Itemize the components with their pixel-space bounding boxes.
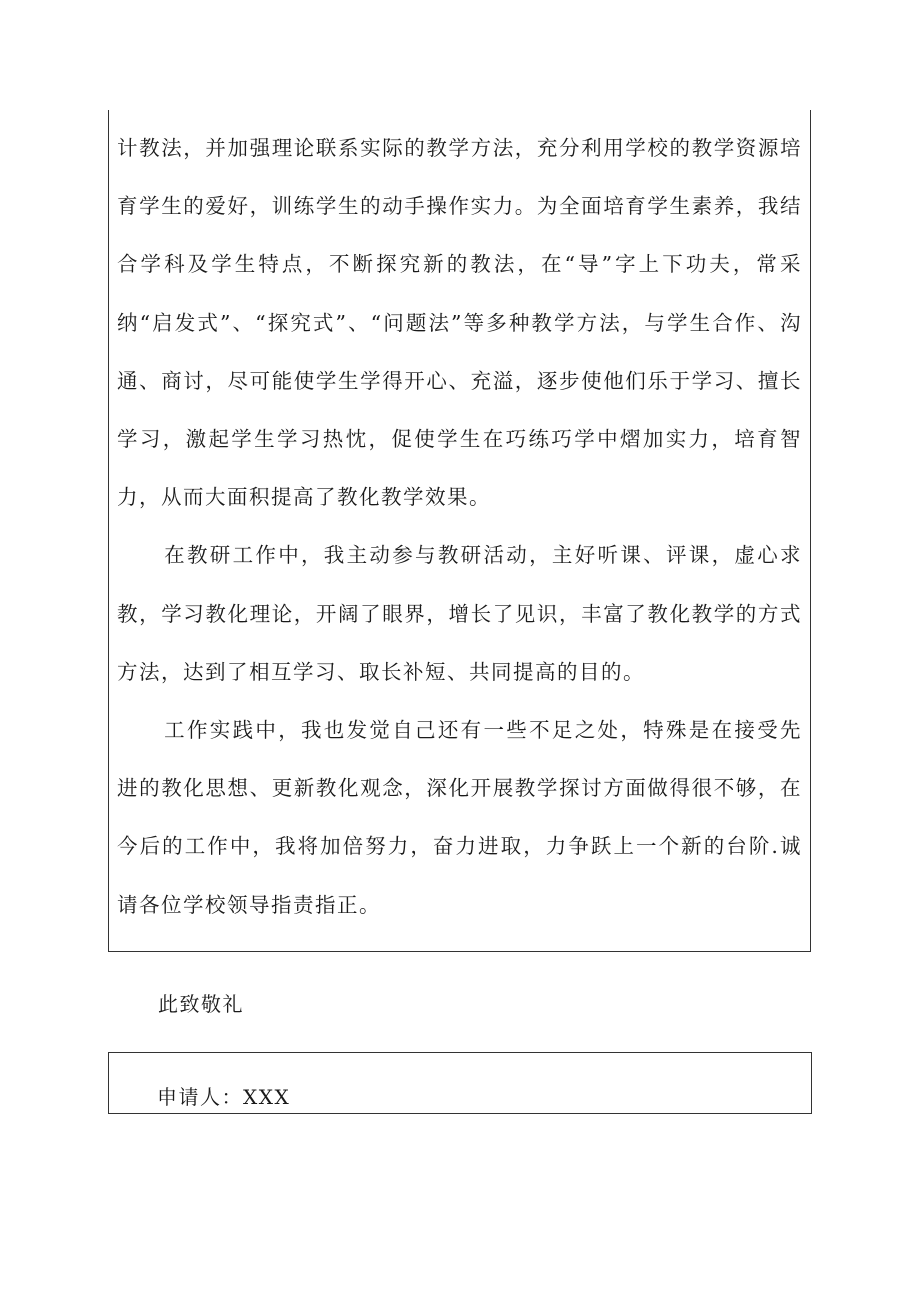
body-paragraph-3: 工作实践中，我也发觉自己还有一些不足之处，特殊是在接受先进的教化思想、更新教化观念，深化开展教学探讨方面做得很不够，在今后的工作中，我将加倍努力，奋力进取，力争跃上一个新的台阶.诚请各位学校领导指责指正。 (117, 718, 802, 917)
closing-salutation: 此致敬礼 (158, 992, 244, 1016)
applicant-signature: 申请人：XXX (157, 1085, 291, 1109)
body-paragraph-2: 在教研工作中，我主动参与教研活动，主好听课、评课，虚心求教，学习教化理论，开阔了眼界，增长了见识，丰富了教化教学的方式方法，达到了相互学习、取长补短、共同提高的目的。 (117, 543, 802, 684)
signature-box (108, 1052, 812, 1114)
body-paragraph-1: 计教法，并加强理论联系实际的教学方法，充分利用学校的教学资源培育学生的爱好，训练学生的动手操作实力。为全面培育学生素养，我结合学科及学生特点，不断探究新的教法，在“导”字上下功夫，常采纳“启发式”、“探究式”、“问题法”等多种教学方法，与学生合作、沟通、商讨，尽可能使学生学得开心、充溢，逐步使他们乐于学习、擅长学习，激起学生学习热忱，促使学生在巧练巧学中熠加实力，培育智力，从而大面积提高了教化教学效果。 (117, 136, 802, 510)
letter-body-box (108, 110, 811, 952)
